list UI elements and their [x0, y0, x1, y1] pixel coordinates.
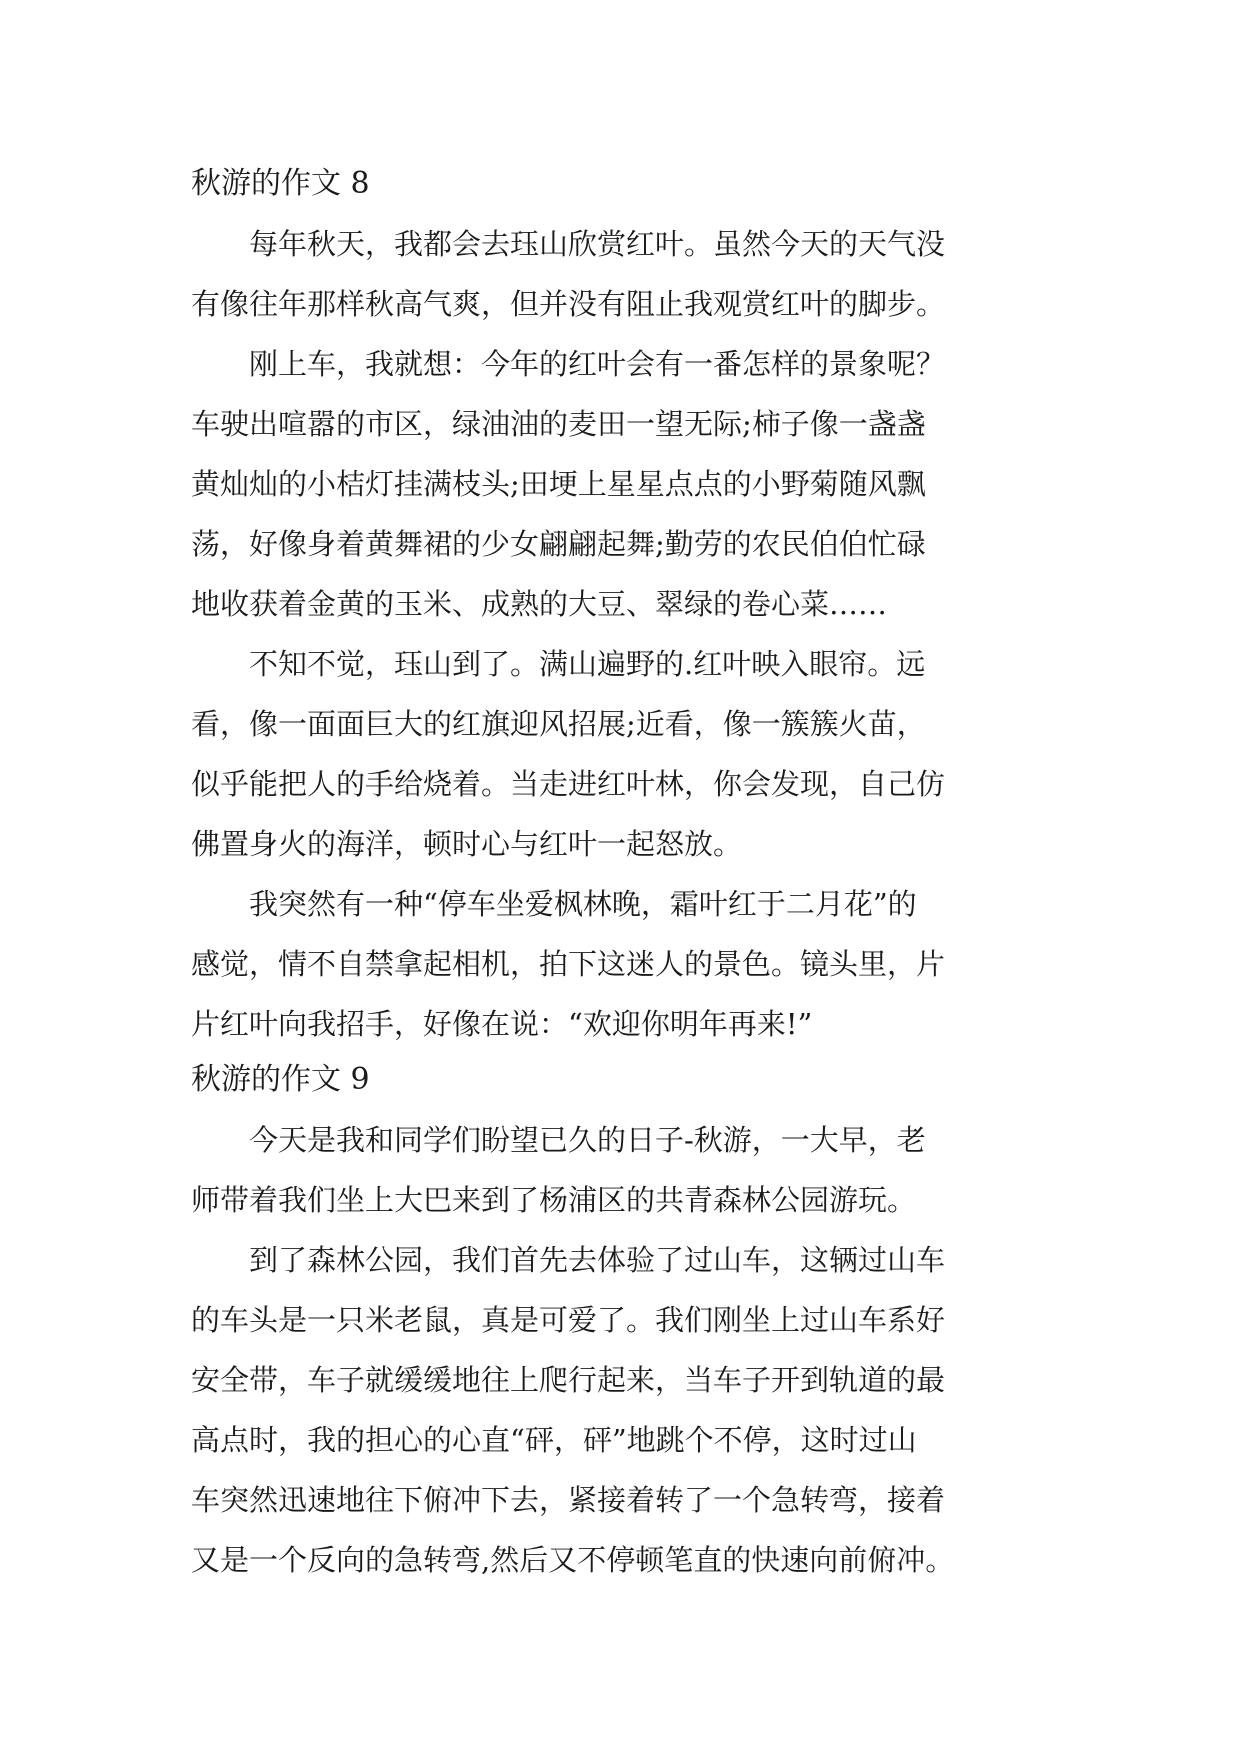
- paragraph-line: 高点时，我的担心的心直“砰，砰”地跳个不停，这时过山: [191, 1423, 917, 1457]
- paragraph-line: 荡，好像身着黄舞裙的少女翩翩起舞;勤劳的农民伯伯忙碌: [191, 527, 926, 561]
- paragraph: [191, 1230, 1051, 1590]
- paragraph: [191, 334, 1051, 634]
- document-body: [191, 158, 1051, 1590]
- paragraph: [191, 1110, 1051, 1230]
- paragraph: [191, 634, 1051, 874]
- paragraph-line: 又是一个反向的急转弯,然后又不停顿笔直的快速向前俯冲。: [191, 1543, 955, 1577]
- paragraph-line: 每年秋天，我都会去珏山欣赏红叶。虽然今天的天气没: [249, 227, 946, 261]
- paragraph-line: 地收获着金黄的玉米、成熟的大豆、翠绿的卷心菜……: [191, 587, 888, 621]
- paragraph-line: 感觉，情不自禁拿起相机，拍下这迷人的景色。镜头里，片: [191, 947, 946, 981]
- paragraph-line: 安全带，车子就缓缓地往上爬行起来，当车子开到轨道的最: [191, 1363, 946, 1397]
- paragraph-line: 片红叶向我招手，好像在说：“欢迎你明年再来!”: [191, 1007, 813, 1041]
- paragraph-line: 到了森林公园，我们首先去体验了过山车，这辆过山车: [249, 1243, 946, 1277]
- paragraph-line: 今天是我和同学们盼望已久的日子-秋游，一大早，老: [249, 1123, 926, 1157]
- paragraph: [191, 874, 1051, 1054]
- paragraph-line: 不知不觉，珏山到了。满山遍野的.红叶映入眼帘。远: [249, 647, 926, 681]
- paragraph-line: 师带着我们坐上大巴来到了杨浦区的共青森林公园游玩。: [191, 1183, 917, 1217]
- paragraph-line: 刚上车，我就想：今年的红叶会有一番怎样的景象呢？: [249, 347, 946, 381]
- paragraph-line: 看，像一面面巨大的红旗迎风招展;近看，像一簇簇火苗，: [191, 707, 926, 741]
- section-heading: 秋游的作文 8: [191, 166, 370, 201]
- paragraph-line: 黄灿灿的小桔灯挂满枝头;田埂上星星点点的小野菊随风飘: [191, 467, 926, 501]
- paragraph-line: 似乎能把人的手给烧着。当走进红叶林，你会发现，自己仿: [191, 767, 946, 801]
- section-heading: 秋游的作文 9: [191, 1062, 370, 1097]
- essay-section: [191, 1054, 1051, 1590]
- paragraph: [191, 214, 1051, 334]
- paragraph-line: 车驶出喧嚣的市区，绿油油的麦田一望无际;柿子像一盏盏: [191, 407, 926, 441]
- paragraph-line: 的车头是一只米老鼠，真是可爱了。我们刚坐上过山车系好: [191, 1303, 946, 1337]
- essay-section: [191, 158, 1051, 1054]
- paragraph-line: 佛置身火的海洋，顿时心与红叶一起怒放。: [191, 827, 743, 861]
- paragraph-line: 有像往年那样秋高气爽，但并没有阻止我观赏红叶的脚步。: [191, 287, 946, 321]
- paragraph-line: 车突然迅速地往下俯冲下去，紧接着转了一个急转弯，接着: [191, 1483, 946, 1517]
- paragraph-line: 我突然有一种“停车坐爱枫林晚，霜叶红于二月花”的: [249, 887, 917, 921]
